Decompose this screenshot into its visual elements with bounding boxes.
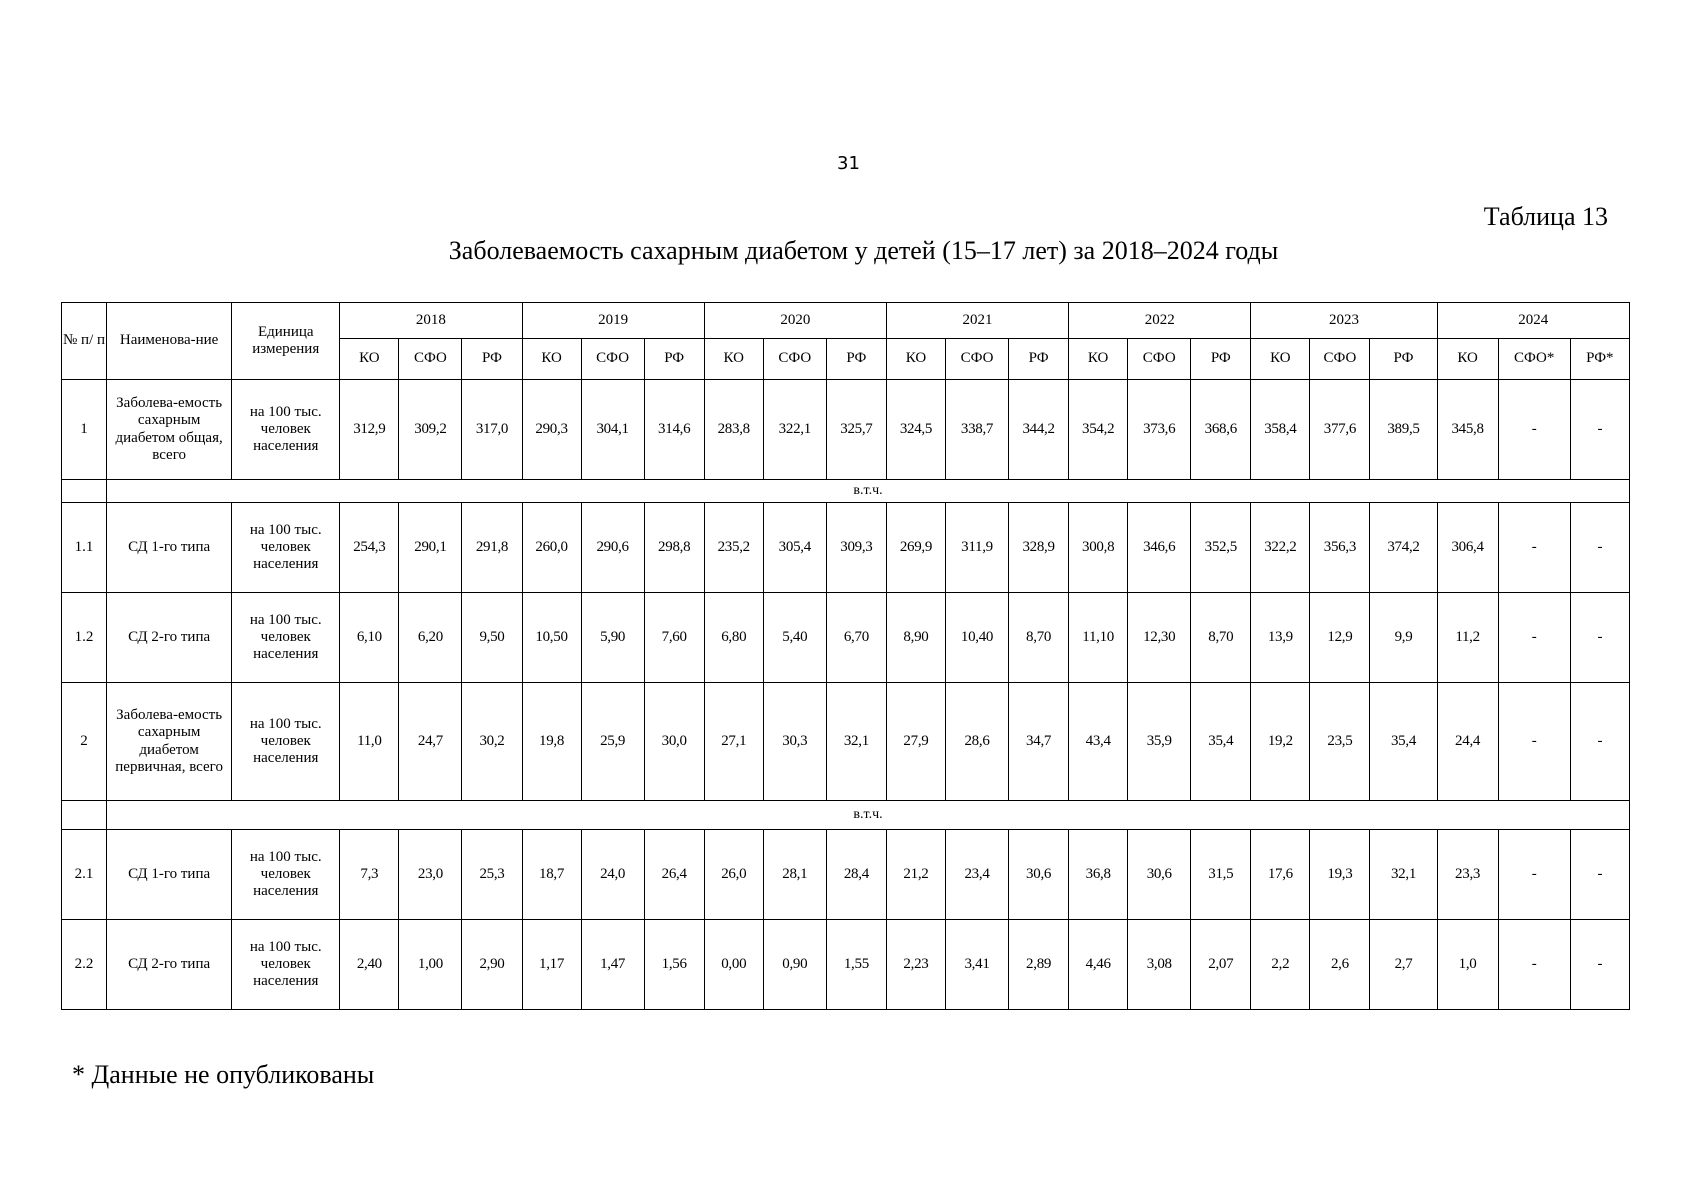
subheading-empty-cell [62, 801, 107, 830]
header-region-2019-1: КО [522, 339, 581, 380]
value-cell: 11,10 [1069, 593, 1128, 683]
value-cell: 27,9 [886, 683, 945, 801]
value-cell: 6,20 [399, 593, 462, 683]
table-row [62, 920, 1630, 1010]
value-cell: 2,23 [886, 920, 945, 1010]
morbidity-table [61, 302, 1630, 1010]
row-unit: на 100 тыс. человек населения [232, 920, 340, 1010]
value-cell: 25,3 [462, 830, 522, 920]
value-cell: 32,1 [1370, 830, 1437, 920]
value-cell: 305,4 [763, 503, 826, 593]
value-cell: 23,0 [399, 830, 462, 920]
value-cell: 12,9 [1310, 593, 1370, 683]
value-cell: 35,4 [1191, 683, 1251, 801]
value-cell: 2,90 [462, 920, 522, 1010]
value-cell: 10,50 [522, 593, 581, 683]
value-cell: 290,1 [399, 503, 462, 593]
value-cell: 2,89 [1009, 920, 1069, 1010]
value-cell: 389,5 [1370, 380, 1437, 480]
value-cell: 322,1 [763, 380, 826, 480]
value-cell: 2,07 [1191, 920, 1251, 1010]
value-cell: 26,4 [644, 830, 704, 920]
row-name: СД 1-го типа [107, 830, 232, 920]
header-year-2024: 2024 [1437, 303, 1629, 339]
value-cell: 18,7 [522, 830, 581, 920]
value-cell: 283,8 [704, 380, 763, 480]
table-label: Таблица 13 [1483, 202, 1608, 231]
header-region-2018-2: СФО [399, 339, 462, 380]
value-cell: 19,8 [522, 683, 581, 801]
value-cell: 317,0 [462, 380, 522, 480]
row-name: СД 1-го типа [107, 503, 232, 593]
header-region-2020-3: РФ [826, 339, 886, 380]
value-cell: 34,7 [1009, 683, 1069, 801]
value-cell: 3,08 [1128, 920, 1191, 1010]
value-cell: 1,00 [399, 920, 462, 1010]
value-cell: 3,41 [945, 920, 1008, 1010]
table-row [62, 830, 1630, 920]
value-cell: 24,7 [399, 683, 462, 801]
value-cell: 346,6 [1128, 503, 1191, 593]
value-cell: 2,6 [1310, 920, 1370, 1010]
value-cell: 19,2 [1251, 683, 1310, 801]
value-cell: - [1570, 830, 1629, 920]
row-number: 2.1 [62, 830, 107, 920]
value-cell: 2,7 [1370, 920, 1437, 1010]
value-cell: - [1570, 380, 1629, 480]
header-year-2023: 2023 [1251, 303, 1437, 339]
value-cell: 314,6 [644, 380, 704, 480]
value-cell: 30,6 [1009, 830, 1069, 920]
header-region-2018-1: КО [340, 339, 399, 380]
value-cell: 356,3 [1310, 503, 1370, 593]
value-cell: 30,6 [1128, 830, 1191, 920]
value-cell: 9,50 [462, 593, 522, 683]
value-cell: - [1498, 380, 1570, 480]
value-cell: - [1498, 830, 1570, 920]
value-cell: 324,5 [886, 380, 945, 480]
value-cell: - [1498, 503, 1570, 593]
value-cell: 344,2 [1009, 380, 1069, 480]
row-name: СД 2-го типа [107, 920, 232, 1010]
row-unit: на 100 тыс. человек населения [232, 830, 340, 920]
value-cell: 28,6 [945, 683, 1008, 801]
value-cell: 5,90 [581, 593, 644, 683]
value-cell: 23,4 [945, 830, 1008, 920]
value-cell: 368,6 [1191, 380, 1251, 480]
value-cell: 23,5 [1310, 683, 1370, 801]
value-cell: 312,9 [340, 380, 399, 480]
subheading-empty-cell [62, 480, 107, 503]
value-cell: 12,30 [1128, 593, 1191, 683]
value-cell: - [1570, 593, 1629, 683]
row-number: 2.2 [62, 920, 107, 1010]
value-cell: 309,2 [399, 380, 462, 480]
value-cell: 7,60 [644, 593, 704, 683]
value-cell: 260,0 [522, 503, 581, 593]
value-cell: - [1498, 683, 1570, 801]
header-region-2020-2: СФО [763, 339, 826, 380]
value-cell: - [1570, 503, 1629, 593]
value-cell: 1,17 [522, 920, 581, 1010]
value-cell: 6,80 [704, 593, 763, 683]
value-cell: 328,9 [1009, 503, 1069, 593]
value-cell: 7,3 [340, 830, 399, 920]
value-cell: - [1498, 920, 1570, 1010]
value-cell: 2,40 [340, 920, 399, 1010]
header-region-2021-1: КО [886, 339, 945, 380]
value-cell: 6,70 [826, 593, 886, 683]
table-body [62, 380, 1630, 1010]
value-cell: 5,40 [763, 593, 826, 683]
value-cell: - [1498, 593, 1570, 683]
page-title: Заболеваемость сахарным диабетом у детей (15–17 лет) за 2018–2024 годы [448, 236, 1279, 265]
value-cell: 8,70 [1009, 593, 1069, 683]
header-region-2024-1: КО [1437, 339, 1498, 380]
subheading-label: в.т.ч. [107, 480, 1630, 503]
value-cell: 11,2 [1437, 593, 1498, 683]
value-cell: 373,6 [1128, 380, 1191, 480]
header-region-2019-2: СФО [581, 339, 644, 380]
row-number: 2 [62, 683, 107, 801]
table-row [62, 593, 1630, 683]
value-cell: 1,0 [1437, 920, 1498, 1010]
value-cell: 31,5 [1191, 830, 1251, 920]
header-name: Наименова-ние [107, 303, 232, 380]
value-cell: 36,8 [1069, 830, 1128, 920]
value-cell: 35,9 [1128, 683, 1191, 801]
subheading-row [62, 801, 1630, 830]
subheading-label: в.т.ч. [107, 801, 1630, 830]
header-region-2024-3: РФ* [1570, 339, 1629, 380]
value-cell: 306,4 [1437, 503, 1498, 593]
row-number: 1.2 [62, 593, 107, 683]
header-row-years [62, 303, 1630, 339]
value-cell: 1,47 [581, 920, 644, 1010]
table-row [62, 380, 1630, 480]
header-region-2024-2: СФО* [1498, 339, 1570, 380]
value-cell: 8,90 [886, 593, 945, 683]
value-cell: 325,7 [826, 380, 886, 480]
value-cell: 1,55 [826, 920, 886, 1010]
table-row [62, 683, 1630, 801]
value-cell: 0,00 [704, 920, 763, 1010]
header-region-2021-3: РФ [1009, 339, 1069, 380]
header-year-2020: 2020 [704, 303, 886, 339]
header-unit: Единица измерения [232, 303, 340, 380]
row-name: СД 2-го типа [107, 593, 232, 683]
value-cell: 358,4 [1251, 380, 1310, 480]
footnote: * Данные не опубликованы [72, 1060, 375, 1089]
header-region-2018-3: РФ [462, 339, 522, 380]
value-cell: 25,9 [581, 683, 644, 801]
value-cell: 24,0 [581, 830, 644, 920]
value-cell: 28,4 [826, 830, 886, 920]
value-cell: 27,1 [704, 683, 763, 801]
value-cell: 322,2 [1251, 503, 1310, 593]
value-cell: 298,8 [644, 503, 704, 593]
value-cell: 338,7 [945, 380, 1008, 480]
value-cell: - [1570, 920, 1629, 1010]
value-cell: 345,8 [1437, 380, 1498, 480]
row-unit: на 100 тыс. человек населения [232, 380, 340, 480]
row-unit: на 100 тыс. человек населения [232, 683, 340, 801]
value-cell: 6,10 [340, 593, 399, 683]
row-number: 1.1 [62, 503, 107, 593]
row-name: Заболева-емость сахарным диабетом общая, всего [107, 380, 232, 480]
value-cell: 0,90 [763, 920, 826, 1010]
value-cell: 24,4 [1437, 683, 1498, 801]
value-cell: 35,4 [1370, 683, 1437, 801]
value-cell: 30,3 [763, 683, 826, 801]
value-cell: 8,70 [1191, 593, 1251, 683]
header-region-2021-2: СФО [945, 339, 1008, 380]
value-cell: 235,2 [704, 503, 763, 593]
row-name: Заболева-емость сахарным диабетом первичная, всего [107, 683, 232, 801]
value-cell: - [1570, 683, 1629, 801]
subheading-row [62, 480, 1630, 503]
value-cell: 374,2 [1370, 503, 1437, 593]
page-number: 31 [837, 153, 860, 174]
header-region-2023-3: РФ [1370, 339, 1437, 380]
value-cell: 26,0 [704, 830, 763, 920]
header-year-2018: 2018 [340, 303, 522, 339]
table-header [62, 303, 1630, 380]
header-year-2021: 2021 [886, 303, 1068, 339]
value-cell: 30,0 [644, 683, 704, 801]
value-cell: 19,3 [1310, 830, 1370, 920]
value-cell: 1,56 [644, 920, 704, 1010]
value-cell: 23,3 [1437, 830, 1498, 920]
value-cell: 254,3 [340, 503, 399, 593]
row-unit: на 100 тыс. человек населения [232, 503, 340, 593]
value-cell: 311,9 [945, 503, 1008, 593]
value-cell: 9,9 [1370, 593, 1437, 683]
value-cell: 30,2 [462, 683, 522, 801]
header-year-2019: 2019 [522, 303, 704, 339]
header-year-2022: 2022 [1069, 303, 1251, 339]
header-region-2022-2: СФО [1128, 339, 1191, 380]
header-num: № п/ п [62, 303, 107, 380]
header-region-2020-1: КО [704, 339, 763, 380]
value-cell: 21,2 [886, 830, 945, 920]
value-cell: 43,4 [1069, 683, 1128, 801]
row-unit: на 100 тыс. человек населения [232, 593, 340, 683]
row-number: 1 [62, 380, 107, 480]
value-cell: 2,2 [1251, 920, 1310, 1010]
value-cell: 300,8 [1069, 503, 1128, 593]
header-region-2022-1: КО [1069, 339, 1128, 380]
header-region-2022-3: РФ [1191, 339, 1251, 380]
value-cell: 4,46 [1069, 920, 1128, 1010]
value-cell: 377,6 [1310, 380, 1370, 480]
value-cell: 354,2 [1069, 380, 1128, 480]
value-cell: 304,1 [581, 380, 644, 480]
value-cell: 352,5 [1191, 503, 1251, 593]
value-cell: 28,1 [763, 830, 826, 920]
table-row [62, 503, 1630, 593]
value-cell: 10,40 [945, 593, 1008, 683]
value-cell: 290,3 [522, 380, 581, 480]
value-cell: 309,3 [826, 503, 886, 593]
value-cell: 32,1 [826, 683, 886, 801]
value-cell: 11,0 [340, 683, 399, 801]
value-cell: 269,9 [886, 503, 945, 593]
header-region-2023-1: КО [1251, 339, 1310, 380]
header-region-2019-3: РФ [644, 339, 704, 380]
value-cell: 291,8 [462, 503, 522, 593]
value-cell: 290,6 [581, 503, 644, 593]
header-region-2023-2: СФО [1310, 339, 1370, 380]
value-cell: 13,9 [1251, 593, 1310, 683]
value-cell: 17,6 [1251, 830, 1310, 920]
